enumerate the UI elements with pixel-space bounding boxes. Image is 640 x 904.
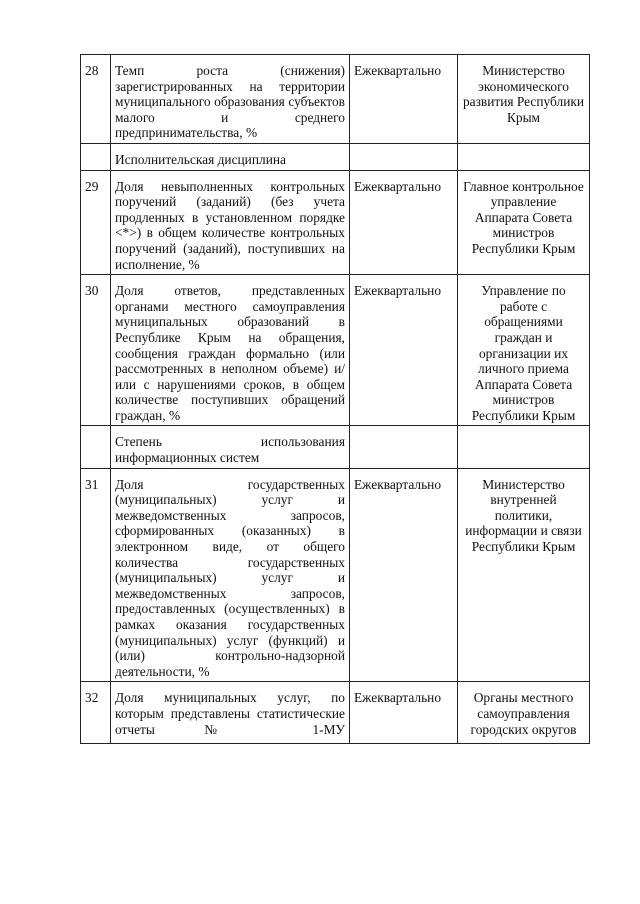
table-row — [81, 682, 590, 744]
responsible-body: Управление по работе с обращениями граждан и организации их личного приема Аппарата Совета министров Республики Крым — [458, 275, 590, 426]
reporting-period: Ежеквартально — [350, 275, 458, 426]
indicator-name: Доля ответов, представленных органами местного самоуправления муниципальных образований в Республике Крым на обращения, сообщения граждан формально (или рассмотренных в неполном объеме) и/или с нарушениями сроков, в общем количестве поступивших обращений граждан, % — [111, 275, 350, 426]
responsible-body: Главное контрольное управление Аппарата Совета министров Республики Крым — [458, 170, 590, 275]
row-number: 28 — [81, 55, 111, 144]
row-number: 30 — [81, 275, 111, 426]
indicators-table — [80, 54, 590, 744]
reporting-period: Ежеквартально — [350, 55, 458, 144]
reporting-period: Ежеквартально — [350, 468, 458, 682]
section-period-cell — [350, 143, 458, 170]
section-org-cell — [458, 426, 590, 468]
indicator-name: Доля невыполненных контрольных поручений (заданий) (без учета продленных в установленном порядке <*>) в общем количестве контрольных поручений (заданий), поступивших на исполнение, % — [111, 170, 350, 275]
section-row — [81, 426, 590, 468]
table-row — [81, 468, 590, 682]
section-number-cell — [81, 426, 111, 468]
section-org-cell — [458, 143, 590, 170]
section-number-cell — [81, 143, 111, 170]
indicator-name: Доля муниципальных услуг, по которым представлены статистические отчеты № 1-МУ — [111, 682, 350, 744]
section-title: Исполнительская дисциплина — [111, 143, 350, 170]
section-period-cell — [350, 426, 458, 468]
responsible-body: Министерство экономического развития Республики Крым — [458, 55, 590, 144]
responsible-body: Органы местного самоуправления городских округов — [458, 682, 590, 744]
section-title: Степень использования информационных систем — [111, 426, 350, 468]
table-row — [81, 275, 590, 426]
indicator-name: Темп роста (снижения) зарегистрированных на территории муниципального образования субъектов малого и среднего предпринимательства, % — [111, 55, 350, 144]
section-row — [81, 143, 590, 170]
row-number: 31 — [81, 468, 111, 682]
table-row — [81, 170, 590, 275]
reporting-period: Ежеквартально — [350, 682, 458, 744]
responsible-body: Министерство внутренней политики, информации и связи Республики Крым — [458, 468, 590, 682]
reporting-period: Ежеквартально — [350, 170, 458, 275]
row-number: 32 — [81, 682, 111, 744]
table-row — [81, 55, 590, 144]
indicator-name: Доля государственных (муниципальных) услуг и межведомственных запросов, сформированных (оказанных) в электронном виде, от общего количества государственных (муниципальных) услуг и межведомственных запросов, предоставленных (осуществленных) в рамках оказания государственных (муниципальных) услуг (функций) и (или) контрольно-надзорной деятельности, % — [111, 468, 350, 682]
row-number: 29 — [81, 170, 111, 275]
